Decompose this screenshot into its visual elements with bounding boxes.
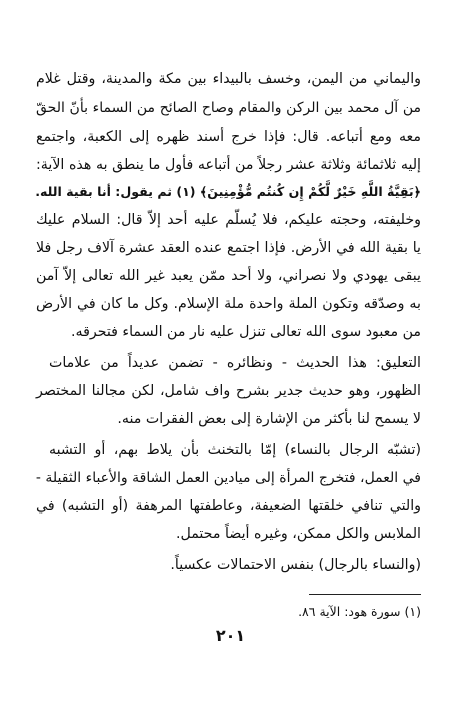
paragraph-1-line-3: معه ومع أتباعه. قال: فإذا خرج أسند ظهره إلى الكعبة، واجتمع <box>36 129 421 145</box>
paragraph-2-line-1: التعليق: هذا الحديث - ونظائره - تضمن عديداً من علامات <box>49 355 421 371</box>
paragraph-4-line-1: (والنساء بالرجال) بنفس الاحتمالات عكسياً. <box>170 557 421 573</box>
paragraph-2-line-2: الظهور، وهو حديث جدير بشرح واف شامل، لكن مجالنا المختصر <box>36 383 421 399</box>
paragraph-1-line-9: به وصدّقه وتكون الملة واحدة ملة الإسلام. وكل ما كان في الأرض <box>36 296 421 312</box>
paragraph-1-line-4: إليه ثلاثمائة وثلاثة عشر رجلاً من أتباعه فأول ما ينطق به هذه الآية: <box>36 157 421 173</box>
paragraph-1-line-7: يا بقية الله في الأرض. فإذا اجتمع عنده العقد عشرة آلاف رجل فلا <box>36 240 421 256</box>
paragraph-1-line-10: من معبود سوى الله تعالى تنزل عليه نار من السماء فتحرقه. <box>70 324 421 340</box>
footnote: (١) سورة هود: الآية ٨٦. <box>298 604 421 619</box>
paragraph-2-line-3: لا يسمح لنا بأكثر من الإشارة إلى بعض الفقرات منه. <box>117 411 421 427</box>
paragraph-3-line-1: (تشبّه الرجال بالنساء) إمّا بالتخنث بأن يلاط بهم، أو التشبه <box>49 442 421 458</box>
paragraph-3-line-3: والتي تنافي خلقتها الضعيفة، وعاطفتها المرهفة (أو التشبه) في <box>36 498 421 514</box>
paragraph-1-line-1: واليماني من اليمن، وخسف بالبيداء بين مكة والمدينة، وقتل غلام <box>36 71 421 87</box>
paragraph-1-line-5-quran-verse: ﴿بَقِيَّةُ اللَّهِ خَيْرٌ لَّكُمْ إِن كُنتُم مُّؤْمِنِينَ﴾ (١) ثم يقول: أنا بقية الله. <box>35 184 421 199</box>
paragraph-1-line-8: يبقى يهودي ولا نصراني، ولا أحد ممّن يعبد غير الله تعالى إلاّ آمن <box>36 268 421 284</box>
paragraph-3-line-2: في العمل، فتخرج المرأة إلى ميادين العمل الشاقة والأعباء الثقيلة - <box>35 470 421 486</box>
footnote-divider <box>309 594 421 595</box>
paragraph-1-line-6: وخليفته، وحجته عليكم، فلا يُسلّم عليه أحد إلاّ قال: السلام عليك <box>36 212 421 228</box>
paragraph-3-line-4: الملابس والكل ممكن، وغيره أيضاً محتمل. <box>175 526 421 542</box>
page-number: ٢٠١ <box>215 626 246 645</box>
paragraph-1-line-2: من آل محمد بين الركن والمقام وصاح الصائح من السماء بأنّ الحقّ <box>36 100 421 116</box>
